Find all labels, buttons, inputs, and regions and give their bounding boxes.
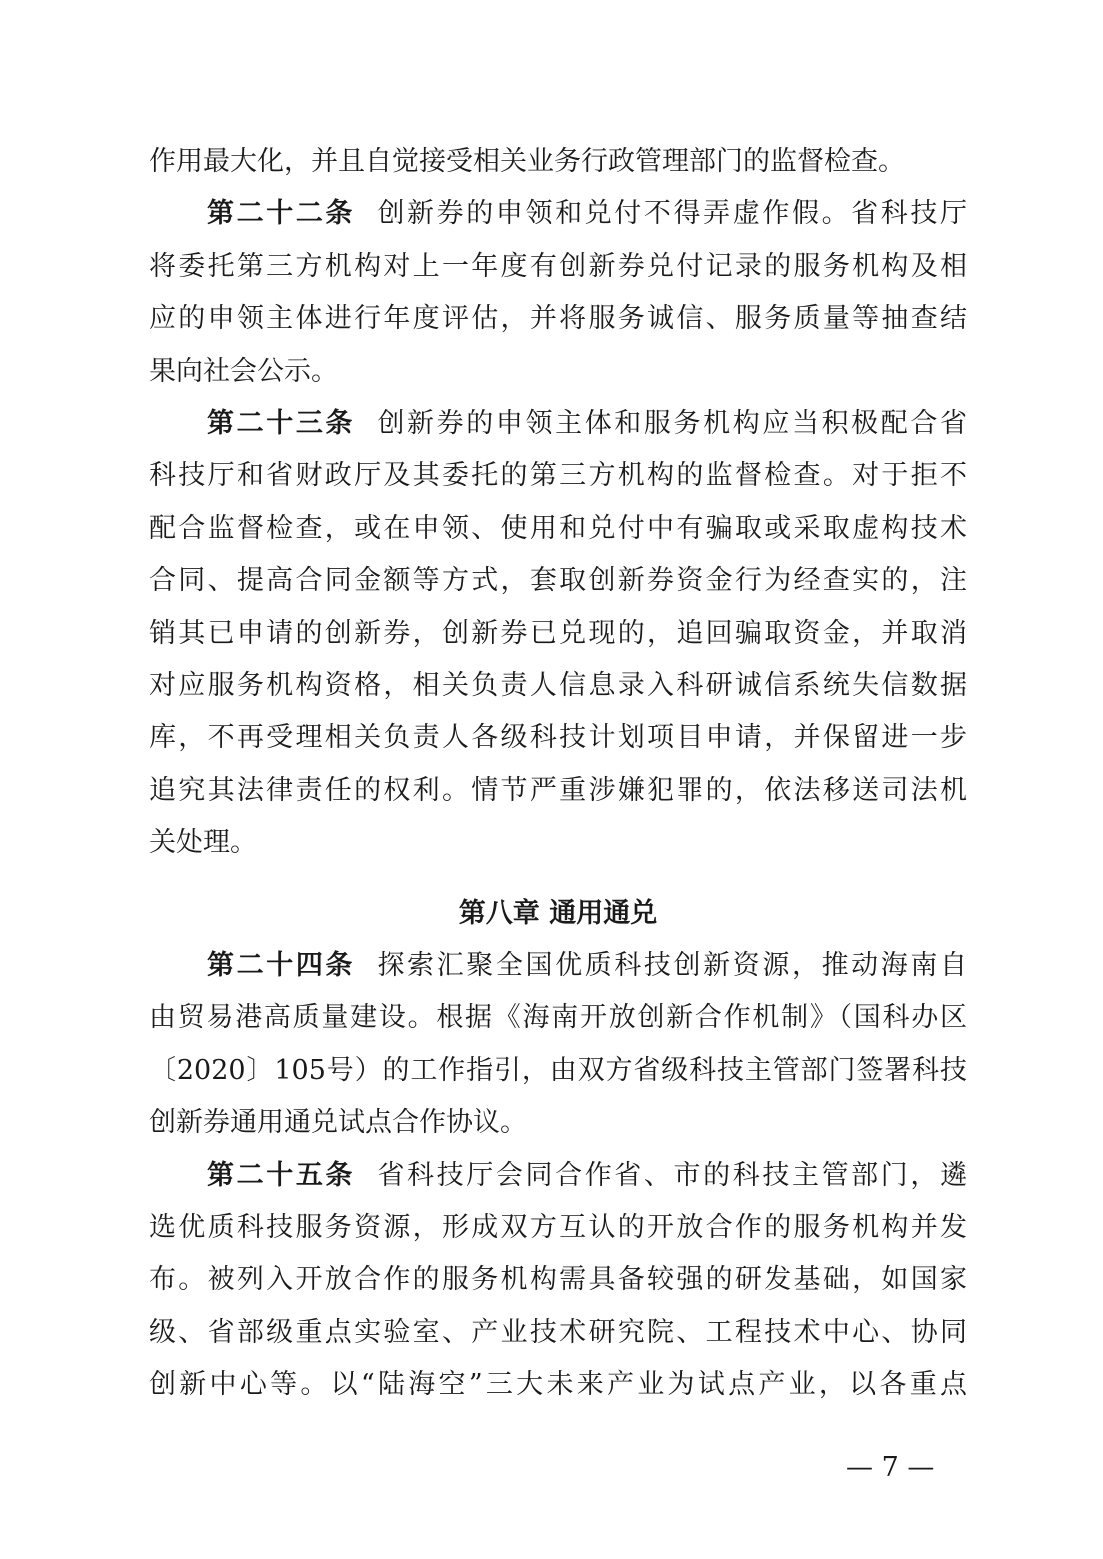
- paragraph-line: 级、省部级重点实验室、产业技术研究院、工程技术中心、协同: [149, 1316, 967, 1348]
- paragraph-text: 创新券的申领主体和服务机构应当积极配合省: [377, 407, 967, 439]
- paragraph-line: 科技厅和省财政厅及其委托的第三方机构的监督检查。对于拒不: [149, 460, 967, 492]
- chapter-heading: 第八章 通用通兑: [458, 898, 658, 929]
- page-number: — 7 —: [846, 1452, 935, 1483]
- paragraph-line: 应的申领主体进行年度评估，并将服务诚信、服务质量等抽查结: [149, 303, 967, 335]
- paragraph-line: 关处理。: [149, 827, 257, 859]
- paragraph-line: 对应服务机构资格，相关负责人信息录入科研诚信系统失信数据: [149, 669, 967, 701]
- article-number: 第二十四条: [207, 950, 356, 981]
- paragraph-line: 库，不再受理相关负责人各级科技计划项目申请，并保留进一步: [149, 722, 967, 754]
- paragraph-line: 由贸易港高质量建设。根据《海南开放创新合作机制》（国科办区: [149, 1002, 967, 1034]
- text-block-bottom: [149, 940, 967, 1412]
- paragraph-line: 追究其法律责任的权利。情节严重涉嫌犯罪的，依法移送司法机: [149, 774, 967, 806]
- paragraph-line: 〔2020〕105号）的工作指引，由双方省级科技主管部门签署科技: [149, 1054, 967, 1086]
- paragraph-text: 探索汇聚全国优质科技创新资源，推动海南自: [377, 950, 967, 981]
- article-number: 第二十二条: [207, 198, 356, 230]
- text-block-top: [149, 136, 967, 869]
- paragraph-line: 创新券通用通兑试点合作协议。: [149, 1107, 527, 1139]
- paragraph-line: 销其已申请的创新券，创新券已兑现的，追回骗取资金，并取消: [149, 617, 967, 649]
- paragraph-line: 将委托第三方机构对上一年度有创新券兑付记录的服务机构及相: [149, 250, 967, 282]
- paragraph-line: 配合监督检查，或在申领、使用和兑付中有骗取或采取虚构技术: [149, 512, 967, 544]
- article-number: 第二十五条: [207, 1159, 356, 1191]
- paragraph-line: 作用最大化，并且自觉接受相关业务行政管理部门的监督检查。: [149, 146, 905, 177]
- article-first-line: [149, 940, 967, 992]
- paragraph-line: 选优质科技服务资源，形成双方互认的开放合作的服务机构并发: [149, 1211, 967, 1243]
- article-number: 第二十三条: [207, 407, 356, 439]
- paragraph-line: 果向社会公示。: [149, 355, 338, 387]
- paragraph-text: 创新券的申领和兑付不得弄虚作假。省科技厅: [377, 198, 967, 230]
- paragraph-line: 合同、提高合同金额等方式，套取创新券资金行为经查实的，注: [149, 565, 967, 597]
- paragraph-line: 布。被列入开放合作的服务机构需具备较强的研发基础，如国家: [149, 1264, 967, 1296]
- paragraph-line: 创新中心等。以“陆海空”三大未来产业为试点产业，以各重点: [149, 1369, 967, 1401]
- article-first-line: [149, 398, 967, 450]
- article-first-line: [149, 1150, 967, 1202]
- article-first-line: [149, 188, 967, 240]
- paragraph-text: 省科技厅会同合作省、市的科技主管部门，遴: [377, 1159, 967, 1191]
